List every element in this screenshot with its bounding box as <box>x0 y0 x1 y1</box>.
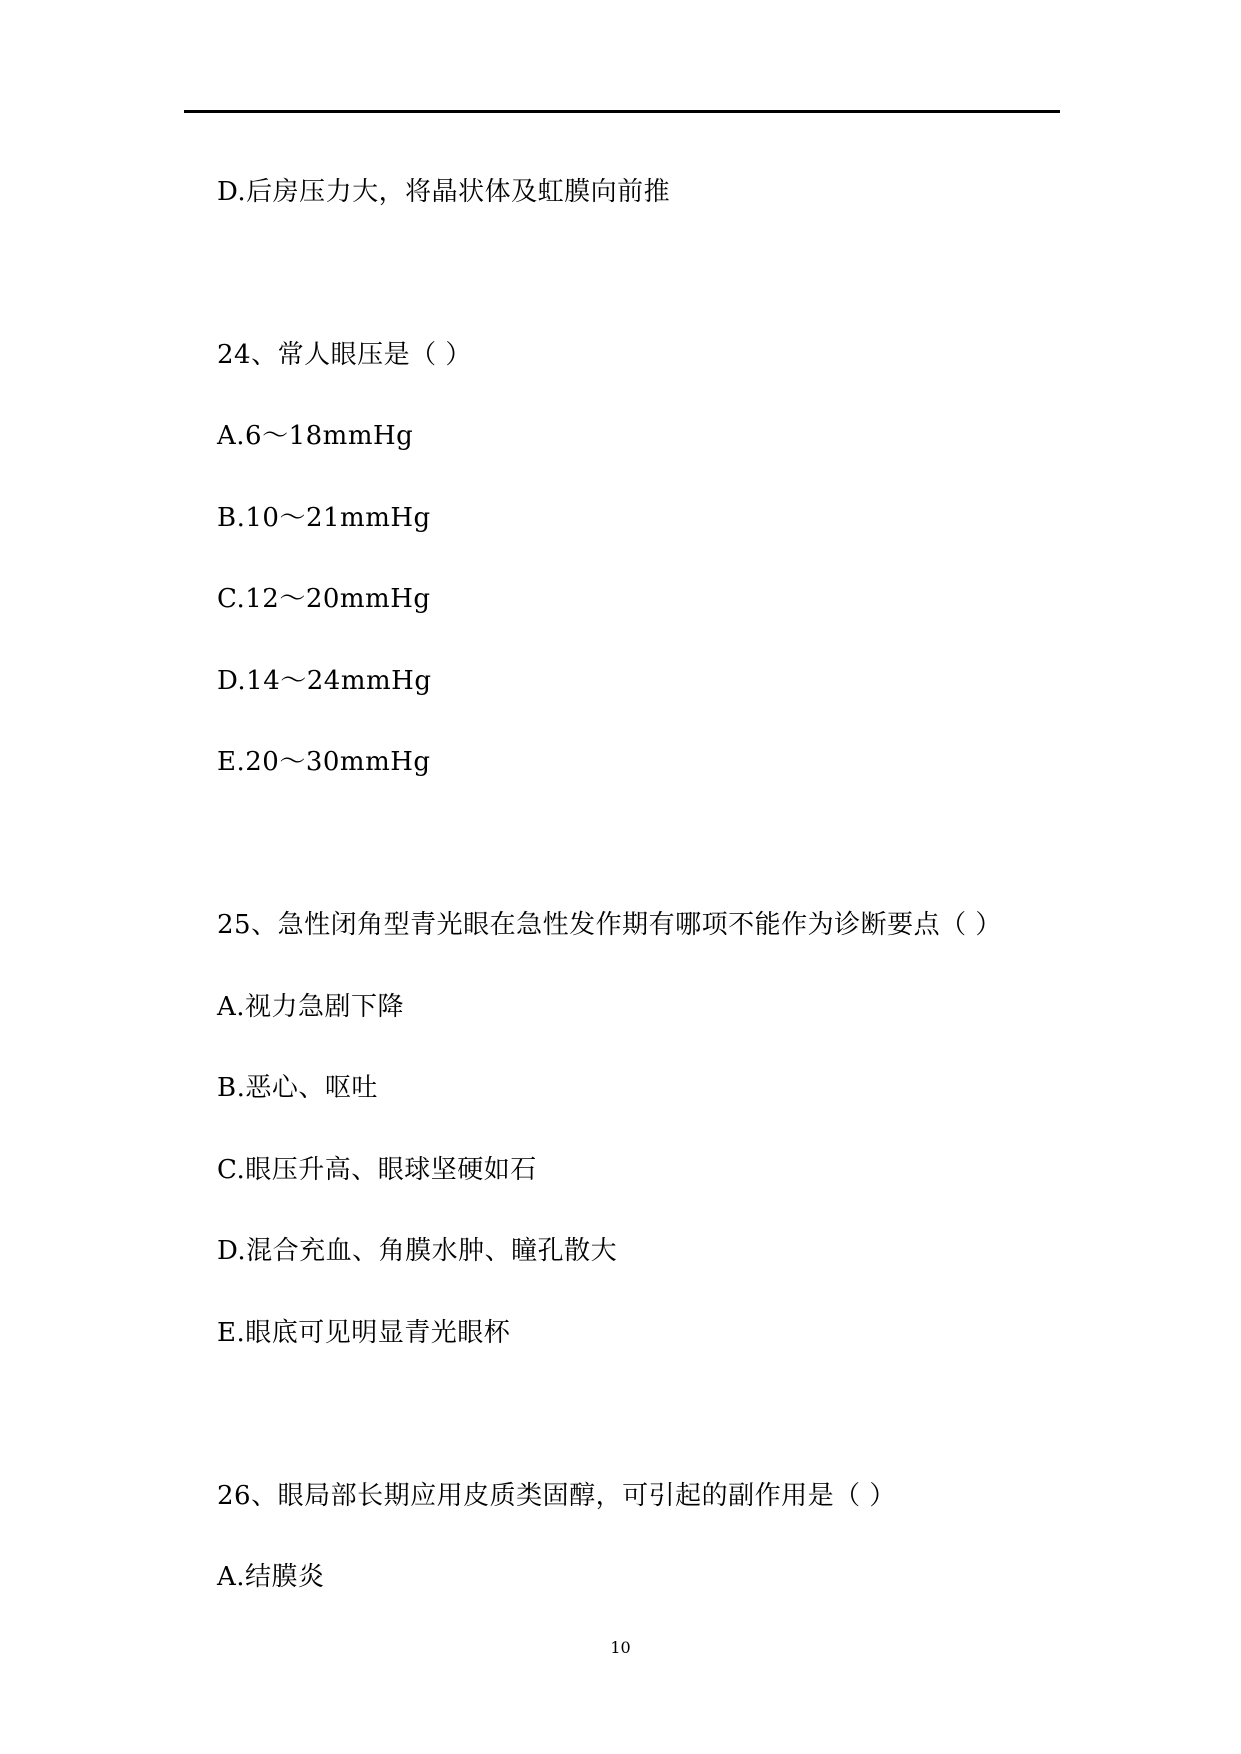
question-24-option-a: A.6～18mmHg <box>217 421 414 451</box>
question-24-text: 24、常人眼压是（ ） <box>217 340 472 370</box>
header-rule <box>184 110 1060 113</box>
question-25-option-b: B.恶心、呕吐 <box>217 1073 378 1103</box>
question-25-text: 25、急性闭角型青光眼在急性发作期有哪项不能作为诊断要点（ ） <box>217 910 1002 940</box>
question-24-option-b: B.10～21mmHg <box>217 503 431 533</box>
question-24-option-e: E.20～30mmHg <box>217 747 431 777</box>
question-26-option-a: A.结膜炎 <box>217 1562 325 1592</box>
question-25-option-a: A.视力急剧下降 <box>217 992 405 1022</box>
page-number: 10 <box>610 1638 631 1657</box>
question-24-option-d: D.14～24mmHg <box>217 666 432 696</box>
question-25-option-c: C.眼压升高、眼球坚硬如石 <box>217 1155 537 1185</box>
question-25-option-d: D.混合充血、角膜水肿、瞳孔散大 <box>217 1236 618 1266</box>
question-25-option-e: E.眼底可见明显青光眼杯 <box>217 1318 511 1348</box>
question-24-option-c: C.12～20mmHg <box>217 584 431 614</box>
option-prev-d: D.后房压力大，将晶状体及虹膜向前推 <box>217 177 671 207</box>
question-26-text: 26、眼局部长期应用皮质类固醇，可引起的副作用是（ ） <box>217 1481 896 1511</box>
